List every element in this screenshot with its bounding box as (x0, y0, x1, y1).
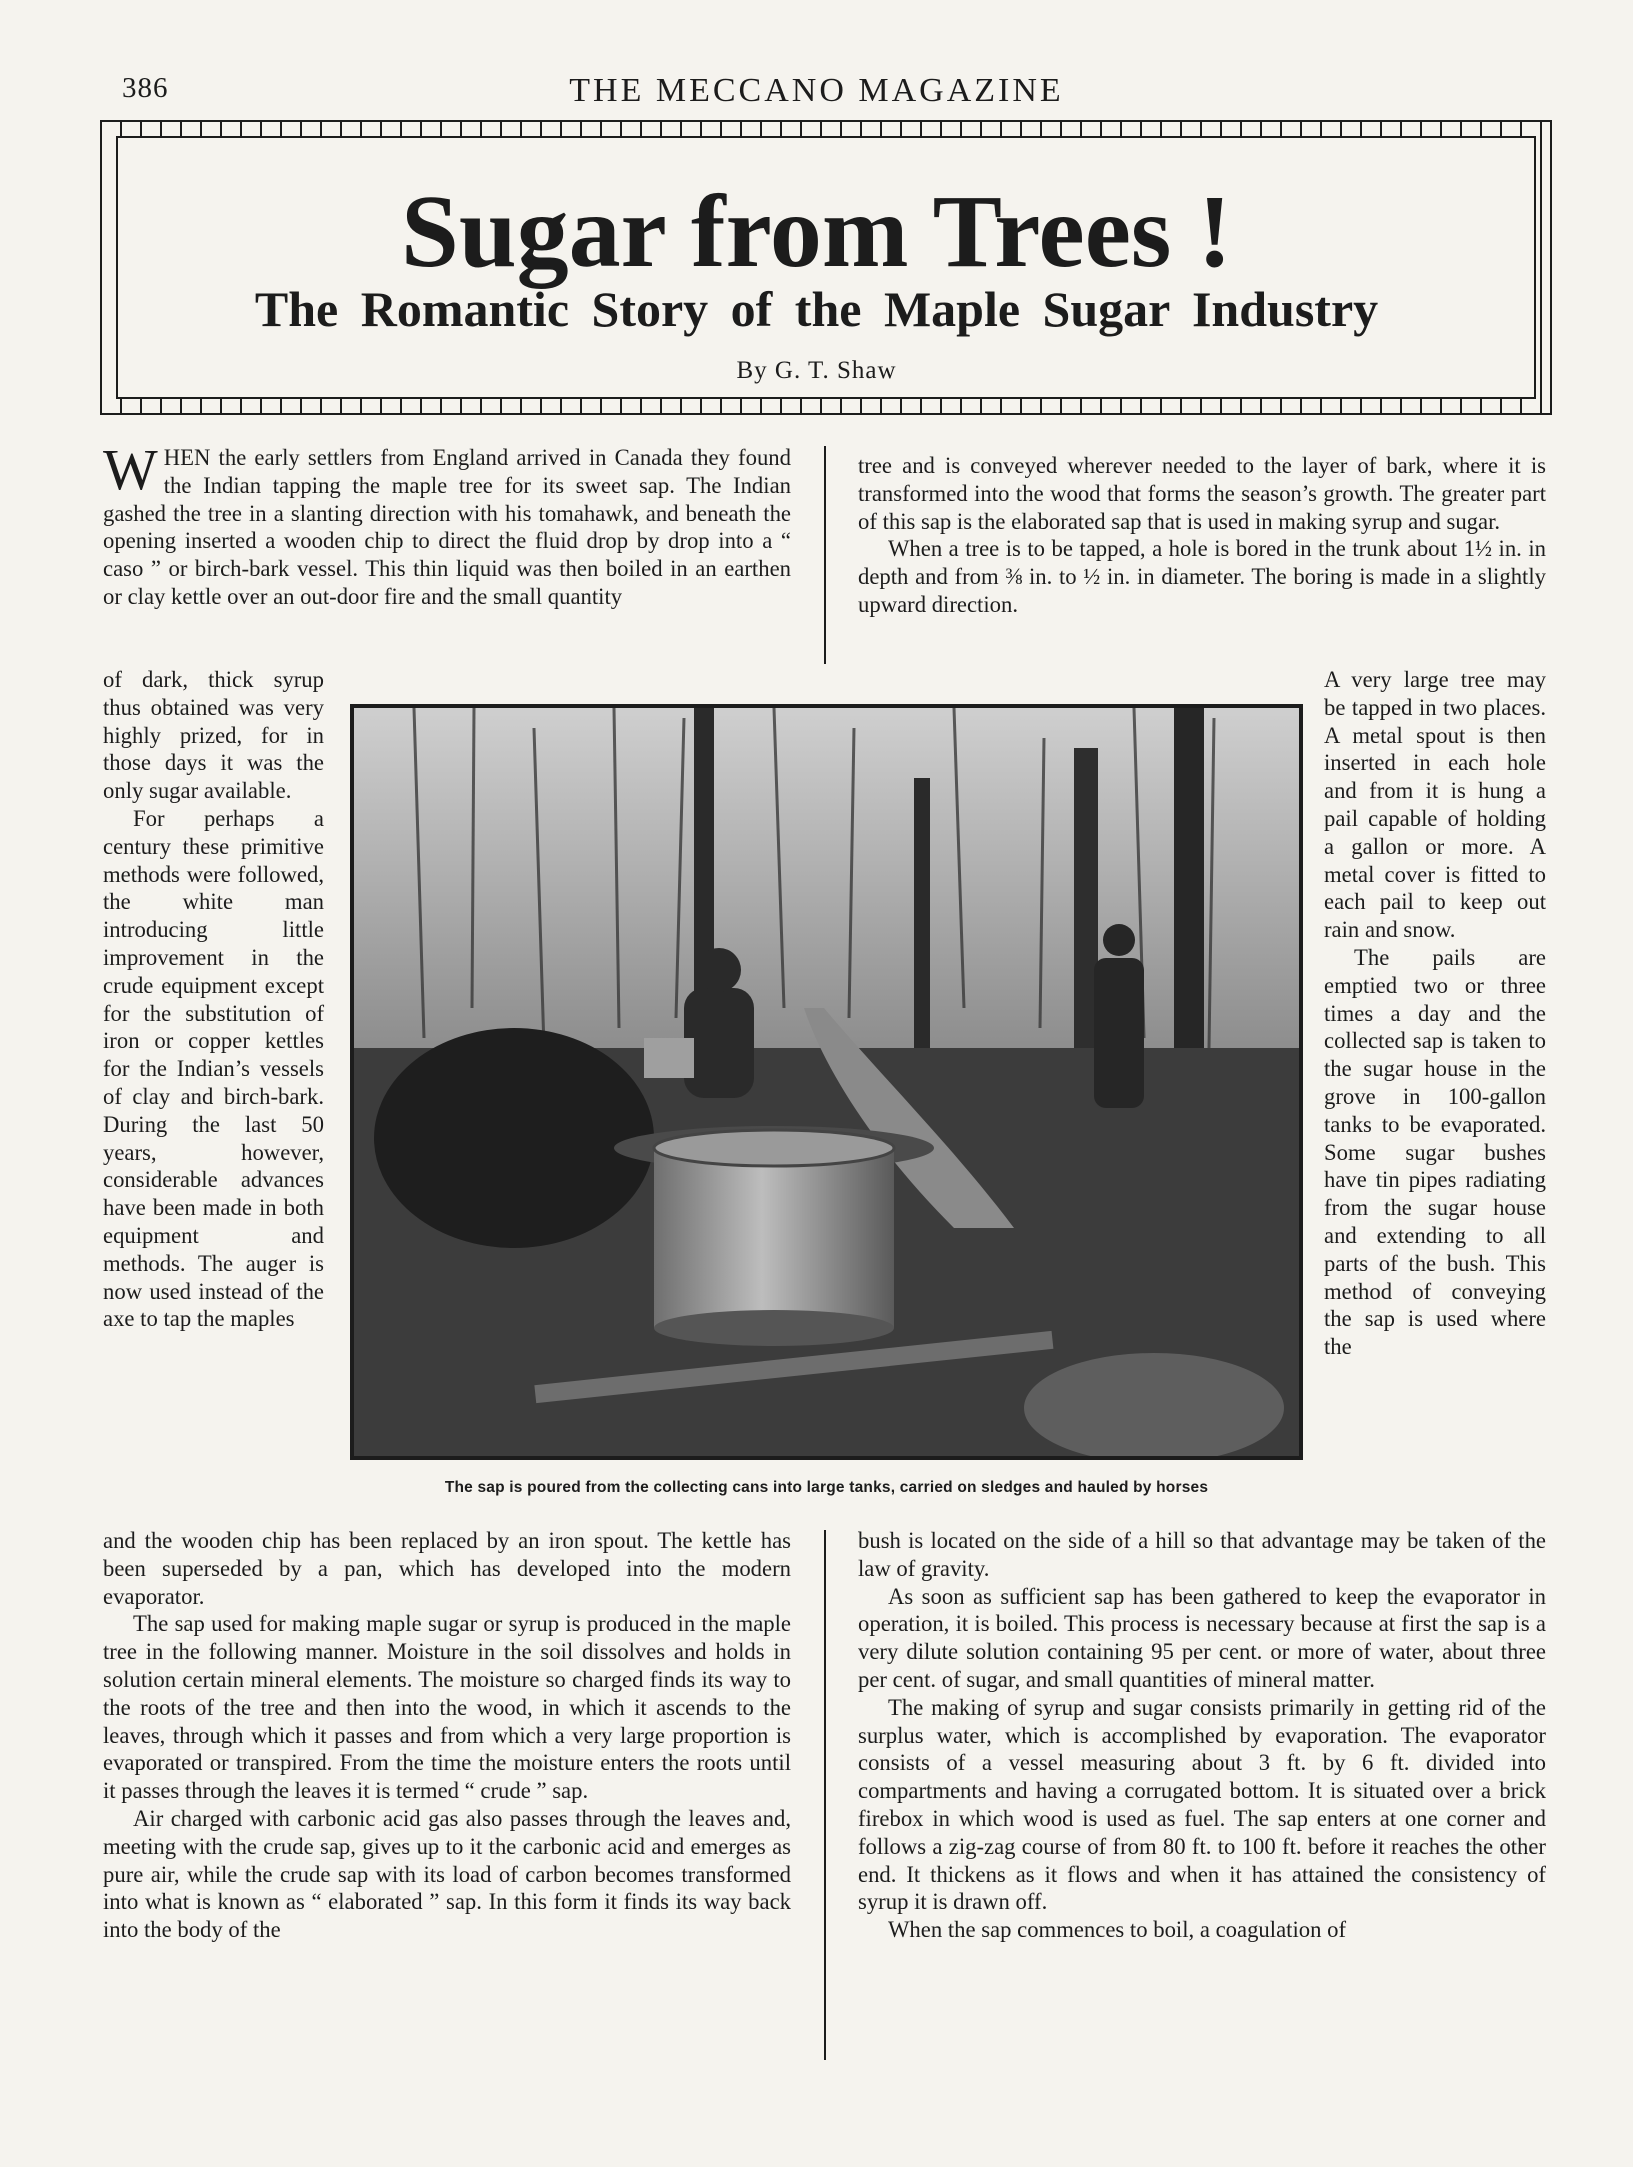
paragraph-6-continued: bush is located on the side of a hill so that advantage may be taken of the law of gravity. (858, 1528, 1546, 1581)
paragraph-5: When a tree is to be tapped, a hole is bored in the trunk about 1½ in. in depth and from ⅜ in. to ½ in. in diameter. The boring is made in a slightly upward direction. (858, 536, 1546, 617)
paragraph-4: Air charged with carbonic acid gas also passes through the leaves and, meeting with the crude sap, gives up to it the carbonic acid and emerges as pure air, while the crude sap with its load of carbon becomes transformed into what is known as “ elaborated ” sap. In this form it finds its way back into the body of the (103, 1805, 791, 1943)
paragraph-8: The making of syrup and sugar consists primarily in getting rid of the surplus water, which is accomplished by evaporation. The evaporator consists of a vessel measuring about 3 ft. by 6 ft. divided into compartments and having a corrugated bottom. It is situated over a brick firebox in which wood is used as fuel. The sap enters at one corner and follows a zig-zag course of from 80 ft. to 100 ft. before it reaches the other end. It thickens as it flows and when it has attained the consistency of syrup it is drawn off. (858, 1694, 1546, 1915)
right-column-top (858, 452, 1546, 619)
sugar-bush-photo (350, 704, 1303, 1460)
paragraph-2-continued: and the wooden chip has been replaced by an iron spout. The kettle has been superseded by a pan, which has developed into the modern evaporator. (103, 1528, 791, 1609)
right-column-bottom (858, 1527, 1546, 1944)
left-column-top (103, 437, 791, 611)
magazine-title: THE MECCANO MAGAZINE (569, 72, 1064, 109)
byline: By G. T. Shaw (736, 357, 897, 384)
left-column-bottom (103, 1527, 791, 1944)
page-number: 386 (122, 72, 169, 104)
paragraph-4-continued: tree and is conveyed wherever needed to the layer of bark, where it is transformed into the wood that forms the season’s growth. The greater part of this sap is the elaborated sap that is used in making syrup and sugar. (858, 453, 1546, 534)
paragraph-1: HEN the early settlers from England arrived in Canada they found the Indian tapping the maple tree for its sweet sap. The Indian gashed the tree in a slanting direction with his tomahawk, and beneath the opening inserted a wooden chip to direct the fluid drop by drop into a “ caso ” or birch-bark vessel. This thin liquid was then boiled in an earthen or clay kettle over an out-door fire and the small quantity (103, 445, 791, 609)
paragraph-6: The pails are emptied two or three times a day and the collected sap is taken to the sugar house in the grove in 100-gallon tanks to be evaporated. Some sugar bushes have tin pipes radiating from the sugar house and extending to all parts of the bush. This method of conveying the sap is used where the (1324, 944, 1546, 1360)
column-rule-top (824, 446, 826, 664)
article-subtitle: The Romantic Story of the Maple Sugar Industry (254, 281, 1379, 337)
drop-cap: W (103, 437, 158, 502)
photo-caption: The sap is poured from the collecting cans into large tanks, carried on sledges and hauled by horses (444, 1479, 1209, 1496)
left-column-narrow (103, 666, 324, 1333)
column-rule-bottom (824, 1530, 826, 2060)
paragraph-3: The sap used for making maple sugar or syrup is produced in the maple tree in the following manner. Moisture in the soil dissolves and holds in solution certain mineral elements. The moisture so charged finds its way to the roots of the tree and then into the wood, in which it ascends to the leaves, through which it passes and from which a very large proportion is evaporated or transpired. From the time the moisture enters the roots until it passes through the leaves it is termed “ crude ” sap. (103, 1611, 791, 1804)
paragraph-1-continued: of dark, thick syrup thus obtained was very highly prized, for in those days it was the only sugar available. (103, 667, 324, 804)
paragraph-7: As soon as sufficient sap has been gathered to keep the evaporator in operation, it is boiled. This process is necessary because at first the sap is a very dilute solution containing 95 per cent. or more of water, about three per cent. of sugar, and small quantities of mineral matter. (858, 1583, 1546, 1692)
photo-illustration (354, 708, 1299, 1456)
paragraph-9: When the sap commences to boil, a coagulation of (888, 1917, 1347, 1943)
right-column-narrow (1324, 666, 1546, 1361)
paragraph-2: For perhaps a century these primitive methods were followed, the white man introducing little improvement in the crude equipment except for the substitution of iron or copper kettles for the Indian’s vessels of clay and birch-bark. During the last 50 years, however, considerable advances have been made in both equipment and methods. The auger is now used instead of the axe to tap the maples (103, 805, 324, 1332)
paragraph-5-continued: A very large tree may be tapped in two places. A metal spout is then inserted in each hole and from it is hung a pail capable of holding a gallon or more. A metal cover is fitted to each pail to keep out rain and snow. (1324, 667, 1546, 943)
article-title: Sugar from Trees ! (401, 174, 1232, 289)
